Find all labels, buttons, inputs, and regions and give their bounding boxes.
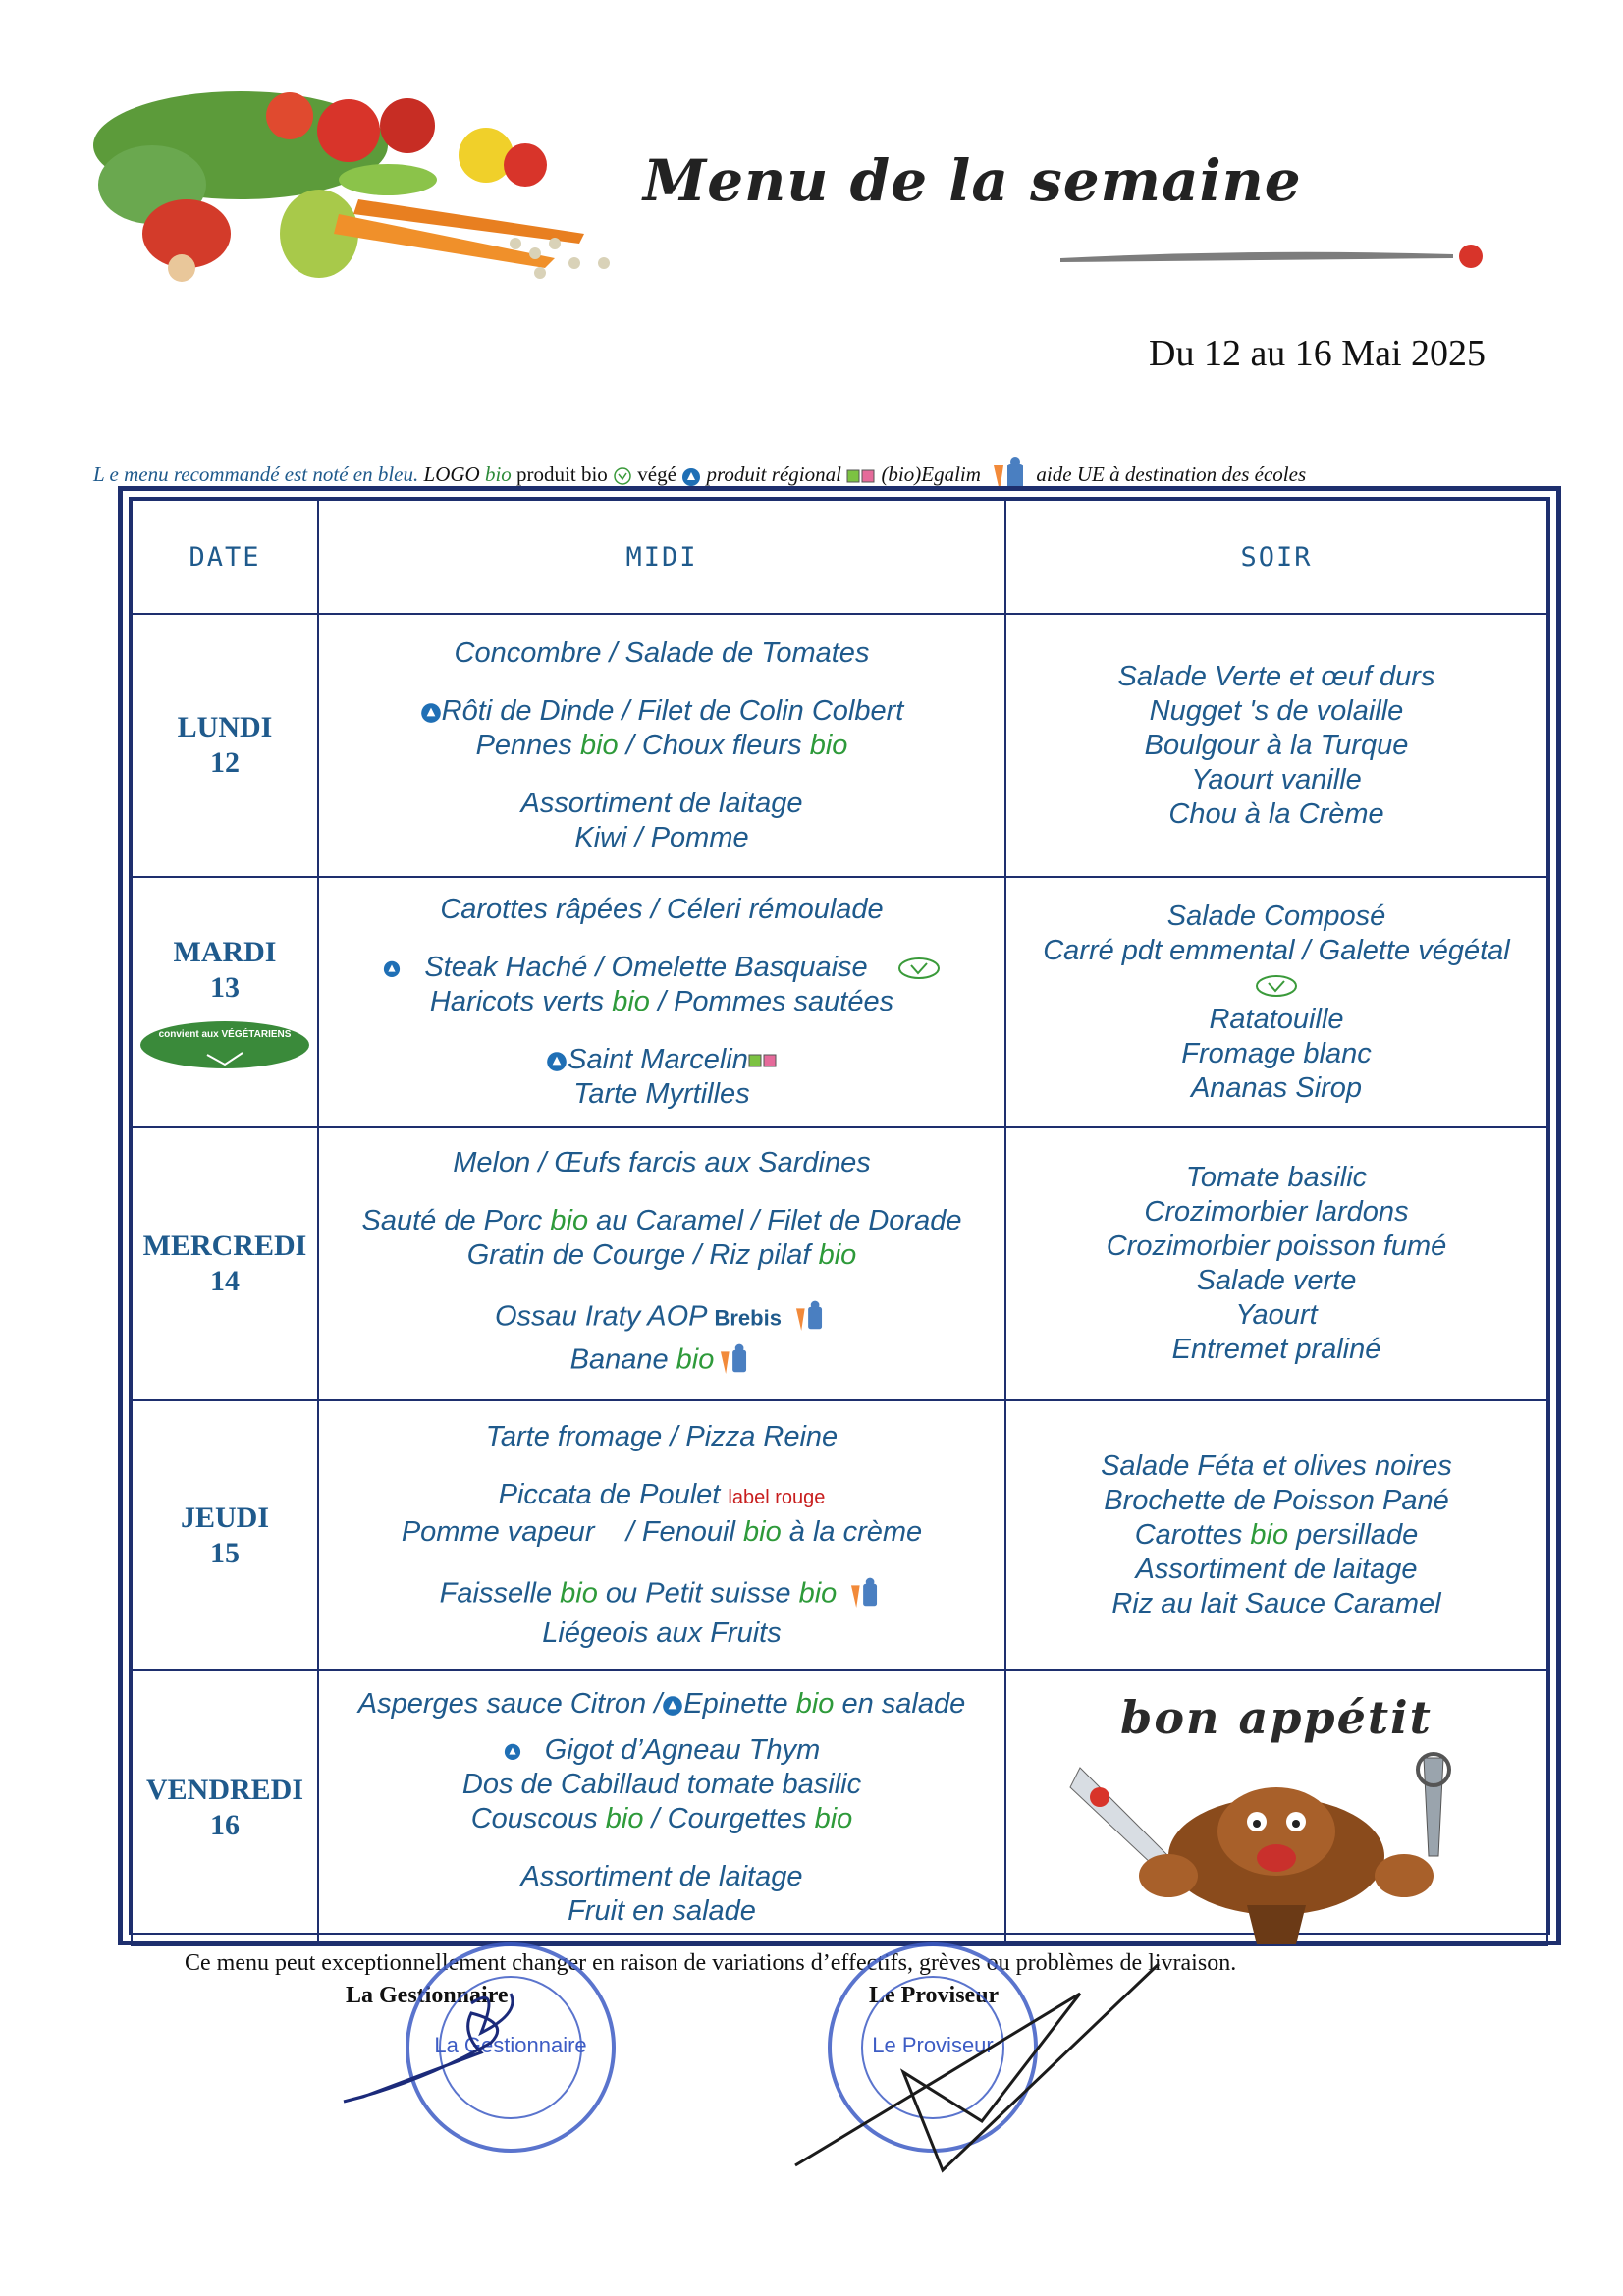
regional-product-icon: [681, 465, 701, 487]
table-row: [132, 1127, 1547, 1400]
menu-line: Concombre / Salade de Tomates: [454, 636, 870, 669]
dish-text: Couscous: [470, 1803, 598, 1834]
stamp-text: Le Proviseur: [872, 2033, 994, 2057]
legend-text: (bio)Egalim: [881, 462, 981, 486]
menu-line: [319, 1478, 1004, 1515]
gestionnaire-label: La Gestionnaire: [346, 1983, 509, 2008]
day-number: 12: [210, 746, 240, 779]
menu-line: Salade Verte et œuf durs: [1117, 660, 1435, 692]
menu-line: Ratatouille: [1209, 1003, 1344, 1035]
menu-table-frame: [118, 486, 1561, 1945]
regional-product-icon: [504, 1741, 521, 1761]
dish-text: persillade: [1288, 1519, 1419, 1551]
day-name: MARDI: [173, 935, 277, 968]
legend-text: L e menu recommandé est noté en bleu.: [93, 462, 419, 486]
legend-text: produit régional: [706, 462, 841, 486]
menu-line: Ananas Sirop: [1190, 1071, 1363, 1104]
menu-line: [319, 1204, 1004, 1238]
menu-line: [319, 1296, 1004, 1339]
regional-product-icon: [383, 958, 401, 978]
table-row: [132, 1670, 1547, 1945]
menu-line: Fromage blanc: [1181, 1037, 1372, 1069]
menu-line: Tarte fromage / Pizza Reine: [485, 1421, 839, 1452]
menu-line: Dos de Cabillaud tomate basilic: [461, 1769, 862, 1800]
menu-line: Brochette de Poisson Pané: [1104, 1485, 1449, 1516]
regional-product-icon: [662, 1693, 683, 1717]
vegetables-illustration: [93, 86, 722, 283]
menu-line: [319, 1515, 1004, 1550]
menu-line: Nugget 's de volaille: [1149, 694, 1404, 727]
menu-line: Assortiment de laitage: [520, 787, 803, 819]
dish-text: Steak Haché / Omelette Basquaise: [424, 952, 868, 983]
soir-cell: [1005, 1400, 1547, 1670]
proviseur-label: Le Proviseur: [869, 1983, 1000, 2008]
vege-icon: [897, 956, 941, 981]
menu-line: [319, 694, 1004, 729]
dish-text: Carottes: [1134, 1519, 1243, 1551]
menu-line: Crozimorbier lardons: [1144, 1196, 1409, 1228]
midi-cell: [318, 877, 1005, 1127]
menu-line: Salade Féta et olives noires: [1101, 1450, 1452, 1482]
menu-line: [319, 1573, 1004, 1616]
legend-text: produit bio: [516, 462, 608, 486]
midi-cell: [318, 614, 1005, 877]
bio-tag: bio: [560, 1577, 598, 1610]
eu-school-aid-icon: [714, 1339, 753, 1383]
header-date: DATE: [132, 500, 318, 614]
dish-text: Gratin de Courge / Riz pilaf: [466, 1238, 811, 1271]
legend-text: LOGO: [423, 462, 480, 486]
dish-text: Epinette: [683, 1688, 788, 1720]
dish-text: Asperges sauce Citron /: [357, 1688, 663, 1720]
soir-cell: [1005, 1670, 1547, 1945]
menu-line: [319, 951, 1004, 985]
bio-tag: bio: [1250, 1519, 1289, 1551]
eu-school-aid-icon: [789, 1296, 829, 1339]
menu-line: Carré pdt emmental / Galette végétal: [1043, 934, 1510, 966]
dish-text: Gigot d’Agneau Thym: [544, 1734, 821, 1766]
day-cell: [132, 614, 318, 877]
menu-line: Melon / Œufs farcis aux Sardines: [453, 1146, 871, 1178]
soir-cell: [1005, 614, 1547, 877]
midi-cell: [318, 1127, 1005, 1400]
vegetarian-badge: [138, 1019, 311, 1070]
day-number: 14: [210, 1265, 240, 1297]
menu-line: Crozimorbier poisson fumé: [1106, 1230, 1447, 1262]
dish-text: / Choux fleurs: [618, 729, 802, 761]
table-row: [132, 614, 1547, 877]
menu-line: Assortiment de laitage: [520, 1861, 803, 1892]
menu-line: [319, 1802, 1004, 1836]
brebis-tag: Brebis: [714, 1305, 782, 1331]
vege-icon: [1255, 973, 1298, 999]
menu-line: Liégeois aux Fruits: [542, 1617, 782, 1649]
dish-text: Ossau Iraty AOP: [494, 1300, 707, 1333]
header-soir: SOIR: [1005, 500, 1547, 614]
egalim-icon: [846, 469, 876, 483]
dish-text: à la crème: [781, 1516, 923, 1548]
bio-tag: bio: [814, 1803, 853, 1834]
bio-tag: bio: [798, 1577, 838, 1610]
day-cell: [132, 1400, 318, 1670]
soir-cell: [1005, 1127, 1547, 1400]
cartoon-coyote-illustration: [1060, 1748, 1492, 1944]
menu-line: [319, 1043, 1004, 1077]
dish-text: Pennes: [475, 729, 572, 761]
label-rouge-tag: label rouge: [728, 1487, 826, 1508]
menu-line: [319, 1238, 1004, 1273]
menu-line: Entremet praliné: [1171, 1334, 1381, 1365]
midi-cell: [318, 1670, 1005, 1945]
footer-note: Ce menu peut exceptionnellement changer en raison de variations d’effectifs, grèves ou problèmes de livraison.: [185, 1950, 1237, 1976]
dish-text: / Pommes sautées: [649, 986, 894, 1017]
eu-school-aid-icon: [844, 1573, 884, 1616]
dish-text: Faisselle: [439, 1577, 553, 1610]
egalim-icon: [748, 1054, 778, 1067]
menu-line: Kiwi / Pomme: [574, 821, 749, 853]
menu-line: [319, 985, 1004, 1019]
dish-text: Pomme vapeur / Fenouil: [401, 1516, 735, 1548]
dish-text: Piccata de Poulet: [498, 1479, 721, 1510]
day-cell: [132, 1127, 318, 1400]
dish-text: Haricots verts: [429, 986, 605, 1017]
menu-line: [319, 729, 1004, 763]
dish-text: Sauté de Porc: [361, 1204, 543, 1236]
day-cell: [132, 877, 318, 1127]
table-row: [132, 1400, 1547, 1670]
menu-table: [131, 499, 1548, 1946]
gestionnaire-stamp: [324, 1925, 658, 2170]
bon-appetit-text: bon appétit: [1120, 1691, 1433, 1744]
menu-line: Riz au lait Sauce Caramel: [1111, 1588, 1441, 1619]
day-name: LUNDI: [177, 711, 273, 743]
regional-product-icon: [546, 1049, 568, 1072]
midi-cell: [318, 1400, 1005, 1670]
menu-line: Fruit en salade: [568, 1895, 756, 1927]
menu-line: Carottes râpées / Céleri rémoulade: [440, 894, 884, 925]
bio-tag: bio: [743, 1516, 782, 1548]
date-range: Du 12 au 16 Mai 2025: [1149, 333, 1487, 374]
menu-line: Assortiment de laitage: [1135, 1554, 1418, 1585]
menu-line: Salade verte: [1196, 1265, 1357, 1296]
dish-text: en salade: [834, 1688, 966, 1720]
vege-icon: [613, 466, 632, 486]
table-header-row: [132, 500, 1547, 614]
page-title: Menu de la semaine: [643, 147, 1302, 214]
dish-text: / Courgettes: [643, 1803, 807, 1834]
legend-text: végé: [637, 462, 676, 486]
regional-product-icon: [420, 700, 442, 724]
dish-text: au Caramel / Filet de Dorade: [588, 1204, 962, 1236]
menu-line: [319, 1687, 1004, 1722]
menu-line: [319, 1733, 1004, 1768]
bio-tag: bio: [818, 1238, 857, 1271]
menu-line: Salade Composé: [1166, 900, 1386, 932]
day-number: 15: [210, 1536, 240, 1569]
header-midi: MIDI: [318, 500, 1005, 614]
badge-text: convient aux VÉGÉTARIENS: [158, 1028, 292, 1040]
legend-text: aide UE à destination des écoles: [1036, 462, 1307, 486]
day-name: MERCREDI: [142, 1230, 307, 1262]
menu-line: Tomate basilic: [1185, 1162, 1368, 1193]
bio-tag: bio: [612, 986, 650, 1017]
bio-tag: bio: [676, 1343, 715, 1376]
soir-cell: [1005, 877, 1547, 1127]
day-number: 16: [210, 1809, 240, 1841]
day-name: VENDREDI: [145, 1774, 304, 1806]
menu-line: [1006, 968, 1546, 1003]
stamp-text: La Gestionnaire: [434, 2033, 587, 2057]
day-name: JEUDI: [180, 1501, 269, 1534]
menu-line: [319, 1339, 1004, 1383]
dish-text: Banane: [569, 1343, 669, 1376]
legend-text: bio: [484, 462, 512, 486]
menu-line: Yaourt: [1235, 1299, 1318, 1331]
day-cell: [132, 1670, 318, 1945]
menu-line: Chou à la Crème: [1168, 797, 1384, 830]
fork-tomato-illustration: [1060, 241, 1492, 270]
bio-tag: bio: [605, 1803, 644, 1834]
dish-text: ou Petit suisse: [597, 1577, 791, 1610]
menu-line: Tarte Myrtilles: [573, 1078, 750, 1110]
menu-line: [1006, 1518, 1546, 1553]
menu-line: Yaourt vanille: [1191, 763, 1362, 795]
proviseur-stamp: [785, 1925, 1217, 2200]
day-number: 13: [210, 970, 240, 1004]
dish-text: Rôti de Dinde / Filet de Colin Colbert: [441, 694, 904, 727]
bio-tag: bio: [809, 729, 848, 761]
dish-text: Saint Marcelin: [568, 1044, 748, 1075]
menu-line: Boulgour à la Turque: [1144, 729, 1409, 761]
table-row: [132, 877, 1547, 1127]
bio-tag: bio: [579, 729, 619, 761]
bio-tag: bio: [795, 1688, 835, 1720]
bio-tag: bio: [550, 1204, 589, 1236]
